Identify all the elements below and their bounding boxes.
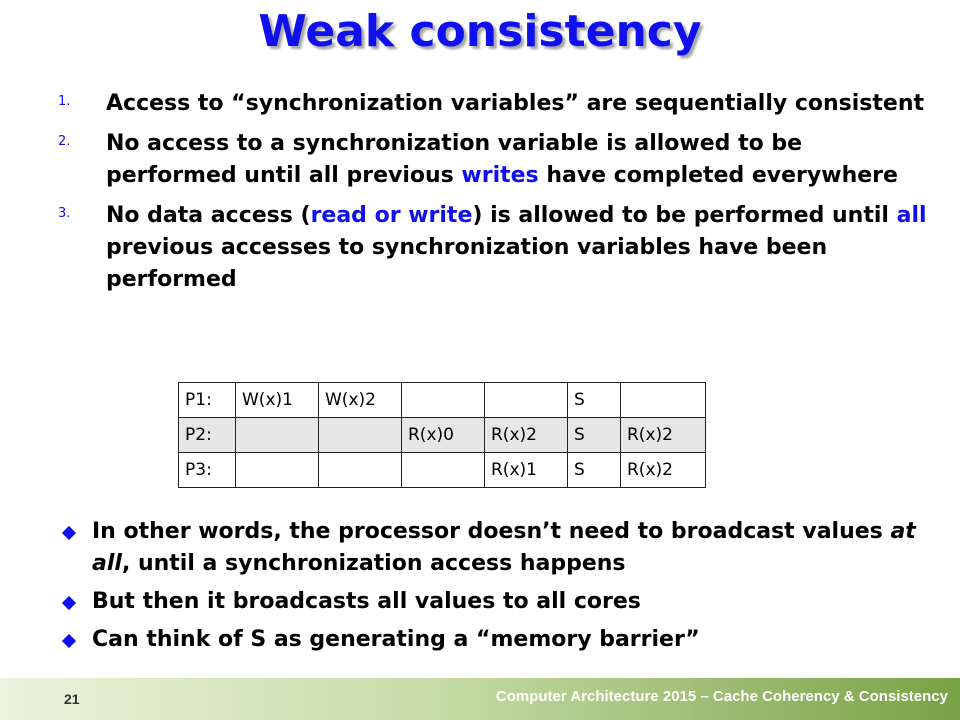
- bullet-text: [92, 516, 938, 580]
- table-cell: R(x)1: [485, 453, 568, 488]
- rule-text: [106, 128, 938, 192]
- table-cell: R(x)2: [485, 418, 568, 453]
- rule-text-part: No data access (: [106, 203, 311, 228]
- rule-text-part: previous accesses to synchronization variables have been performed: [106, 235, 828, 292]
- rule-item: [58, 128, 938, 192]
- bullet-text-part: Can think of S as generating a “memory barrier”: [92, 627, 700, 652]
- bullet-item: [58, 624, 938, 656]
- footer-bar: [0, 678, 960, 720]
- table-cell: R(x)2: [621, 453, 706, 488]
- diamond-bullet-icon: [62, 634, 76, 648]
- table-cell: [485, 383, 568, 418]
- rule-number: 1.: [58, 94, 71, 109]
- table-cell: R(x)2: [621, 418, 706, 453]
- rule-text-highlight: read or write: [310, 203, 473, 228]
- table-row: [179, 383, 706, 418]
- diamond-bullet-icon: [62, 526, 76, 540]
- bullet-text-part: , until a synchronization access happens: [121, 551, 626, 576]
- footer-caption: Computer Architecture 2015 – Cache Coherency & Consistency: [495, 688, 948, 705]
- table-row: [179, 418, 706, 453]
- table-cell: S: [568, 418, 621, 453]
- bullet-text-italic: at all: [92, 519, 916, 576]
- table-cell: [621, 383, 706, 418]
- table-row: [179, 453, 706, 488]
- bullet-text: [92, 586, 938, 618]
- table-cell: [236, 418, 319, 453]
- rules-list: [58, 88, 938, 304]
- rule-item: [58, 88, 938, 120]
- rule-text-highlight: all: [896, 203, 927, 228]
- rule-text-part: No access to a synchronization variable is allowed to be performed until all previous: [106, 131, 803, 188]
- table-cell: S: [568, 383, 621, 418]
- timeline-table: [178, 382, 706, 488]
- table-cell: [236, 453, 319, 488]
- rule-text-part: Access to “synchronization variables” are sequentially consistent: [106, 91, 925, 116]
- table-cell: P2:: [179, 418, 236, 453]
- slide-title: Weak consistency: [258, 6, 702, 57]
- table-cell: P3:: [179, 453, 236, 488]
- table-cell: [402, 383, 485, 418]
- table-cell: W(x)1: [236, 383, 319, 418]
- table-cell: [319, 453, 402, 488]
- bullet-list: [58, 516, 938, 662]
- diamond-bullet-icon: [62, 596, 76, 610]
- page-number: 21: [64, 691, 80, 707]
- rule-text: [106, 88, 938, 120]
- table-cell: [402, 453, 485, 488]
- rule-text-highlight: writes: [461, 163, 539, 188]
- rule-text-part: have completed everywhere: [538, 163, 898, 188]
- rule-text-part: ) is allowed to be performed until: [472, 203, 897, 228]
- table-cell: P1:: [179, 383, 236, 418]
- table-cell: [319, 418, 402, 453]
- bullet-text-part: But then it broadcasts all values to all cores: [92, 589, 641, 614]
- bullet-text-part: In other words, the processor doesn’t need to broadcast values: [92, 519, 891, 544]
- table-cell: S: [568, 453, 621, 488]
- rule-number: 2.: [58, 134, 71, 149]
- bullet-item: [58, 516, 938, 580]
- table-cell: W(x)2: [319, 383, 402, 418]
- rule-text: [106, 200, 938, 296]
- table-cell: R(x)0: [402, 418, 485, 453]
- bullet-item: [58, 586, 938, 618]
- rule-number: 3.: [58, 206, 71, 221]
- rule-item: [58, 200, 938, 296]
- bullet-text: [92, 624, 938, 656]
